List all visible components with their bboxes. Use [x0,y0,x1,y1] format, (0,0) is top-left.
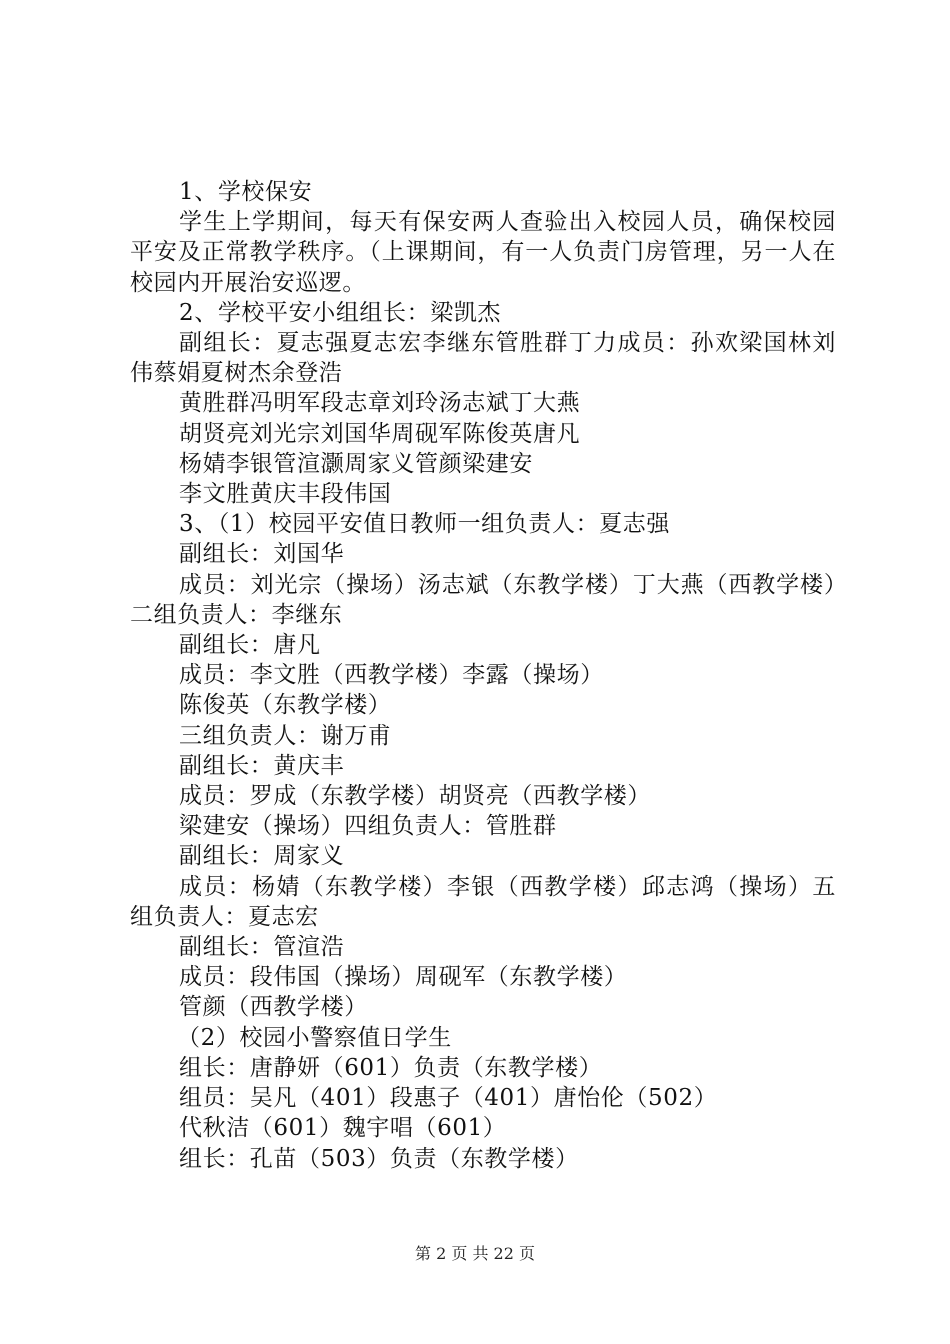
paragraph-14: 陈俊英（东教学楼） [179,692,392,719]
paragraph-9: 3、（1）校园平安值日教师一组负责人：夏志强 [179,511,670,538]
paragraph-13: 成员：李文胜（西教学楼）李露（操场） [179,662,604,689]
paragraph-3: 2、学校平安小组组长：梁凯杰 [179,299,502,326]
paragraph-11: 成员：刘光宗（操场）汤志斌（东教学楼）丁大燕（西教学楼）二组负责人：李继东 [130,571,836,628]
paragraph-26: 组员：吴凡（401）段惠子（401）唐怡伦（502） [179,1085,718,1112]
paragraph-22: 成员：段伟国（操场）周砚军（东教学楼） [179,964,628,991]
paragraph-1: 1、学校保安 [179,179,313,205]
paragraph-2: 学生上学期间，每天有保安两人查验出入校园人员，确保校园平安及正常教学秩序。（上课期间，有一人负责门房管理，另一人在校园内开展治安巡逻。 [130,209,836,296]
paragraph-27: 代秋洁（601）魏宇唱（601） [179,1115,507,1142]
paragraph-5: 黄胜群冯明军段志章刘玲汤志斌丁大燕 [179,390,581,417]
paragraph-18: 梁建安（操场）四组负责人：管胜群 [179,813,557,840]
paragraph-17: 成员：罗成（东教学楼）胡贤亮（西教学楼） [179,783,651,810]
paragraph-23: 管颜（西教学楼） [179,994,368,1021]
paragraph-21: 副组长：管渲浩 [179,934,345,961]
paragraph-28: 组长：孔苗（503）负责（东教学楼） [179,1145,579,1172]
paragraph-10: 副组长：刘国华 [179,541,345,568]
page-number-footer: 第 2 页 共 22 页 [415,1244,535,1263]
paragraph-16: 副组长：黄庆丰 [179,752,345,779]
document-body [130,177,836,1174]
paragraph-20: 成员：杨婧（东教学楼）李银（西教学楼）邱志鸿（操场）五组负责人：夏志宏 [130,873,836,930]
paragraph-6: 胡贤亮刘光宗刘国华周砚军陈俊英唐凡 [179,420,581,447]
paragraph-4: 副组长：夏志强夏志宏李继东管胜群丁力成员：孙欢梁国林刘伟蔡娟夏树杰余登浩 [130,330,836,387]
paragraph-12: 副组长：唐凡 [179,632,321,659]
paragraph-25: 组长：唐静妍（601）负责（东教学楼） [179,1054,603,1081]
paragraph-8: 李文胜黄庆丰段伟国 [179,481,392,508]
paragraph-15: 三组负责人：谢万甫 [179,722,392,749]
paragraph-24: （2）校园小警察值日学生 [177,1024,452,1051]
paragraph-7: 杨婧李银管渲灏周家义管颜梁建安 [179,450,533,477]
paragraph-19: 副组长：周家义 [179,843,345,870]
